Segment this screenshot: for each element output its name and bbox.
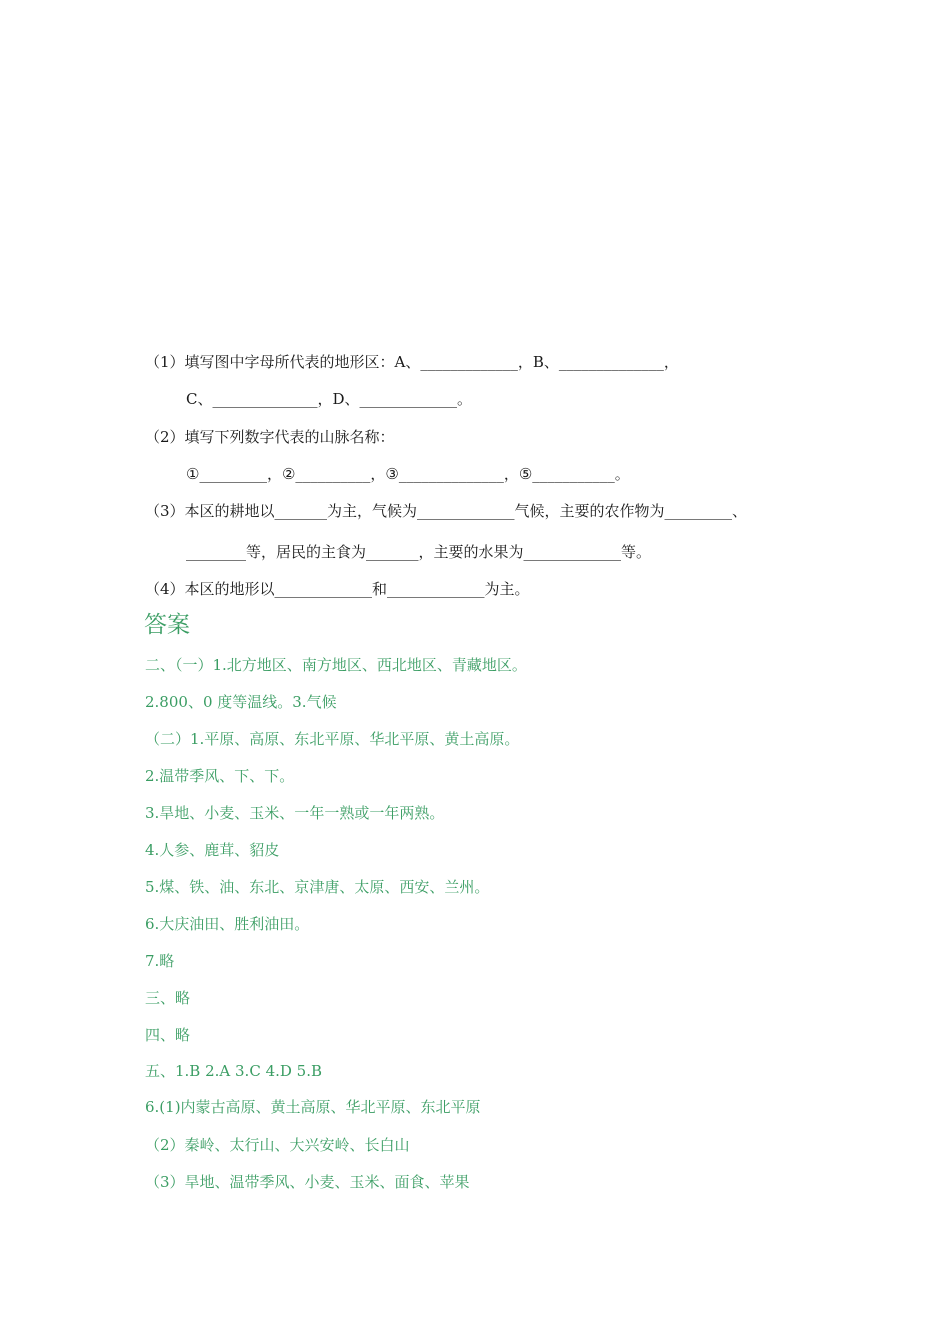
answer-line: 4.人参、鹿茸、貂皮 <box>145 841 280 859</box>
answer-line: 6.大庆油田、胜利油田。 <box>145 915 310 933</box>
answer-line: 三、略 <box>145 989 191 1007</box>
question-2-line-1: （2）填写下列数字代表的山脉名称： <box>145 428 395 446</box>
question-1-line-2: C、______________，D、_____________。 <box>186 390 473 408</box>
answer-line: （2）秦岭、太行山、大兴安岭、长白山 <box>145 1136 410 1154</box>
question-3-line-2: ________等，居民的主食为_______，主要的水果为_____________等。 <box>186 543 652 561</box>
answer-line: 3.旱地、小麦、玉米、一年一熟或一年两熟。 <box>145 804 445 822</box>
answer-line: 2.800、0 度等温线。3.气候 <box>145 693 337 711</box>
question-4-line-1: （4）本区的地形以_____________和_____________为主。 <box>145 580 530 598</box>
answer-line: （3）旱地、温带季风、小麦、玉米、面食、苹果 <box>145 1173 470 1191</box>
answer-line: 2.温带季风、下、下。 <box>145 767 295 785</box>
answer-line: 四、略 <box>145 1026 191 1044</box>
answer-line: 5.煤、铁、油、东北、京津唐、太原、西安、兰州。 <box>145 878 490 896</box>
answer-line: 7.略 <box>145 952 175 970</box>
question-2-line-2: ①_________，②__________，③______________，⑤___________。 <box>186 465 630 483</box>
answer-line: 五、1.B 2.A 3.C 4.D 5.B <box>145 1062 323 1080</box>
question-1-line-1: （1）填写图中字母所代表的地形区：A、_____________，B、______________， <box>145 353 679 371</box>
answer-line: （二）1.平原、高原、东北平原、华北平原、黄土高原。 <box>145 730 520 748</box>
answer-line: 6.(1)内蒙古高原、黄土高原、华北平原、东北平原 <box>145 1098 481 1116</box>
answer-heading: 答案 <box>144 612 190 638</box>
answer-line: 二、（一）1.北方地区、南方地区、西北地区、青藏地区。 <box>145 656 527 674</box>
question-3-line-1: （3）本区的耕地以_______为主，气候为_____________气候，主要的农作物为_________、 <box>145 502 748 520</box>
